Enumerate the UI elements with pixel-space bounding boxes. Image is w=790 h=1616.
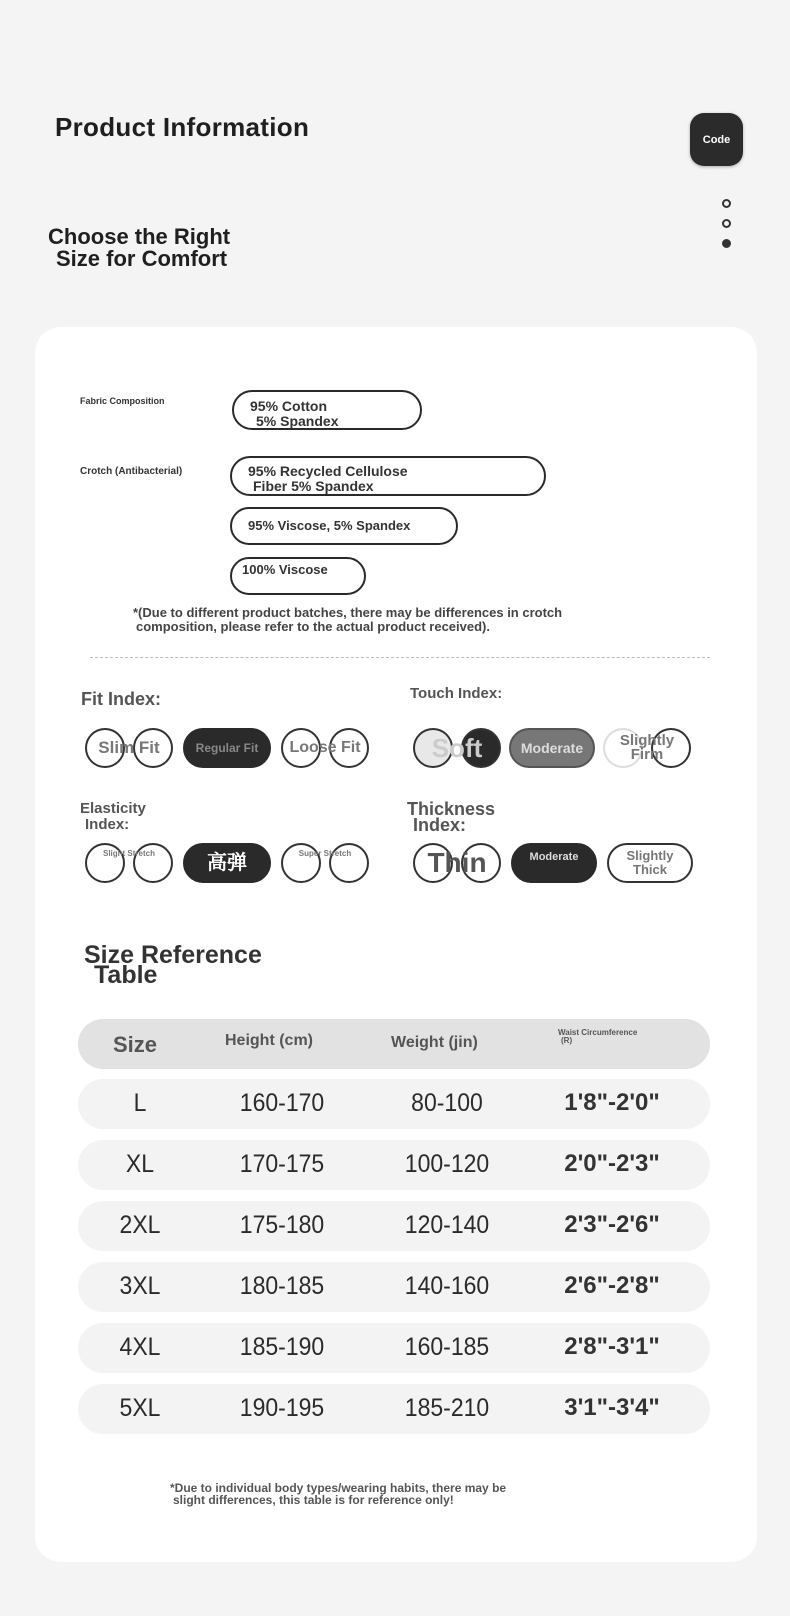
section-divider [90,657,710,658]
size-table-footnote [170,1482,506,1506]
elasticity-index-options [85,842,369,884]
footnote-line-1: *Due to individual body types/wearing habits, there may be [170,1481,507,1495]
fabric-value-line-2: 5% Spandex [256,413,339,429]
crotch-option-recycled[interactable] [230,456,546,496]
table-cell-height: 180-185 [239,1272,325,1300]
fit-option-regular[interactable]: Regular Fit [183,728,271,768]
crotch-label: Crotch (Antibacterial) [80,466,183,477]
pagination-dot-2[interactable] [722,219,731,228]
elasticity-option-slight-stretch[interactable]: Slight Stretch [85,843,173,883]
header-waist-line-2: (R) [561,1036,573,1045]
size-table-title-line-1: Size Reference [84,941,262,969]
table-cell-height: 160-170 [239,1089,325,1117]
thickness-title-line-1: Thickness [407,799,496,819]
thickness-title-line-2: Index: [413,815,467,835]
pagination-dot-1[interactable] [722,199,731,208]
crotch-option-viscose-spandex[interactable]: 95% Viscose, 5% Spandex [230,507,458,545]
table-cell-weight: 160-185 [404,1333,490,1361]
elasticity-option-high-stretch[interactable]: 高弹 [183,843,271,883]
table-cell-size: 3XL [119,1272,161,1300]
table-cell-size: 2XL [119,1211,161,1239]
touch-index-options [413,727,691,769]
header-waist [558,1029,637,1045]
header-waist-line-1: Waist Circumference [558,1028,638,1037]
table-cell-size: 5XL [119,1394,161,1422]
fit-option-slim[interactable]: Slim Fit [85,728,173,768]
table-cell-waist: 2'3"-2'6" [564,1211,660,1238]
touch-option-soft[interactable]: Soft [413,728,501,768]
table-cell-waist: 1'8"-2'0" [564,1089,660,1116]
fit-index-title: Fit Index: [81,689,161,709]
thickness-option-slightly-thick[interactable]: Slightly Thick [607,843,693,883]
fit-option-loose[interactable]: Loose Fit [281,728,369,768]
page-subtitle [48,226,230,270]
touch-option-moderate[interactable]: Moderate [509,728,595,768]
table-cell-size: 4XL [119,1333,161,1361]
table-cell-weight: 185-210 [404,1394,490,1422]
fabric-value-line-1: 95% Cotton [250,398,327,414]
fabric-composition-pill [232,390,422,430]
crotch-note-line-2: composition, please refer to the actual product received). [136,619,490,634]
crotch-note-line-1: *(Due to different product batches, there may be differences in crotch [133,605,563,620]
table-cell-waist: 3'1"-3'4" [564,1394,660,1421]
crotch-note [133,606,562,634]
footnote-line-2: slight differences, this table is for reference only! [173,1493,454,1507]
crotch-option-1-line-1: 95% Recycled Cellulose [248,463,408,479]
table-cell-weight: 80-100 [411,1089,483,1117]
code-button[interactable]: Code [690,113,743,166]
table-cell-weight: 100-120 [404,1150,490,1178]
pagination-dot-3-active[interactable] [722,239,731,248]
crotch-option-viscose[interactable]: 100% Viscose [230,557,366,595]
crotch-option-1-line-2: Fiber 5% Spandex [253,478,374,494]
table-cell-height: 185-190 [239,1333,325,1361]
table-cell-weight: 140-160 [404,1272,490,1300]
table-cell-height: 175-180 [239,1211,325,1239]
header-weight: Weight (jin) [391,1034,478,1051]
table-cell-weight: 120-140 [404,1211,490,1239]
subtitle-line-2: Size for Comfort [56,246,228,271]
elasticity-title-line-1: Elasticity [80,800,146,817]
table-cell-size: L [133,1089,147,1117]
fabric-composition-label: Fabric Composition [80,396,165,406]
header-size: Size [113,1032,158,1057]
table-cell-waist: 2'8"-3'1" [564,1333,660,1360]
page-title: Product Information [55,112,310,142]
table-cell-waist: 2'0"-2'3" [564,1150,660,1177]
fit-index-options [85,727,369,769]
size-table-title [84,941,262,989]
table-cell-size: XL [125,1150,155,1178]
elasticity-title-line-2: Index: [85,816,130,833]
size-table-title-line-2: Table [94,961,158,989]
thickness-option-thin[interactable]: Thin [413,843,501,883]
thickness-index-options [413,842,693,884]
elasticity-option-super-stretch[interactable]: Super Stretch [281,843,369,883]
table-cell-height: 170-175 [239,1150,325,1178]
header-height: Height (cm) [225,1032,313,1049]
table-cell-waist: 2'6"-2'8" [564,1272,660,1299]
thickness-index-title [407,801,495,833]
thickness-option-moderate[interactable]: Moderate [511,843,597,883]
subtitle-line-1: Choose the Right [48,224,231,249]
elasticity-index-title [80,801,146,833]
table-cell-height: 190-195 [239,1394,325,1422]
touch-index-title: Touch Index: [410,685,503,702]
touch-option-slightly-firm[interactable]: Slightly Firm [603,728,691,768]
